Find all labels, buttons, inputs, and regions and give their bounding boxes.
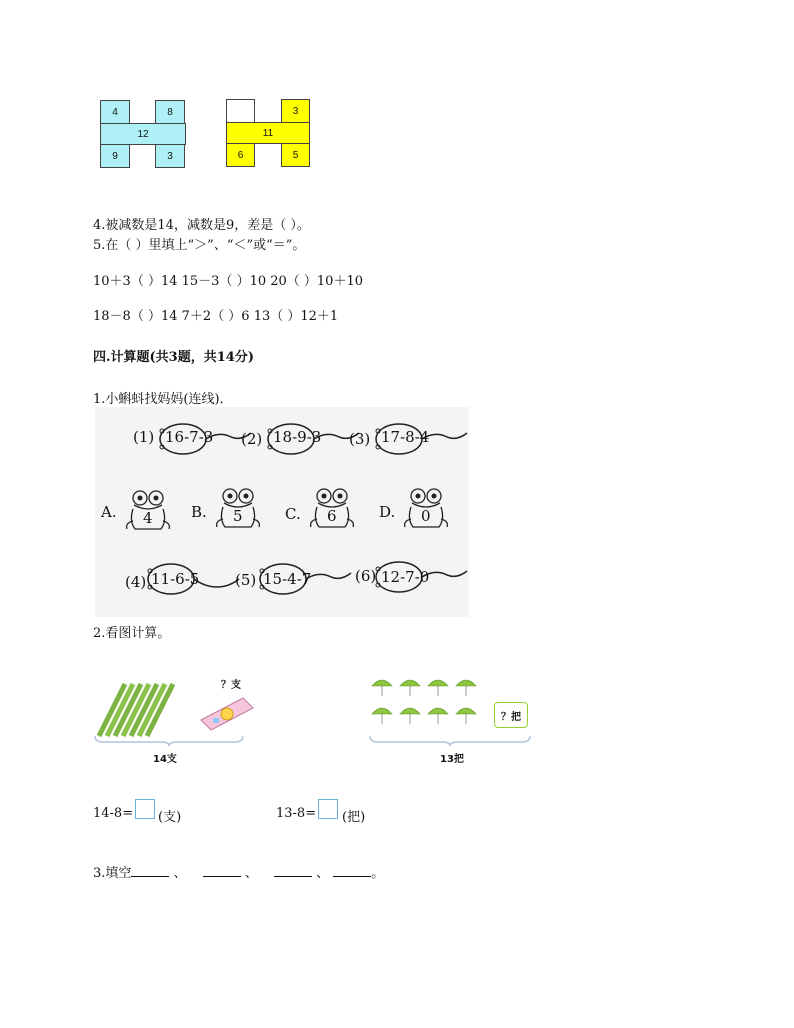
separator: 、: [173, 866, 187, 881]
section-heading: 四.计算题(共3题，共14分): [93, 350, 254, 365]
equation-1-unit: (支): [158, 810, 182, 825]
end-mark: 。: [371, 866, 385, 881]
fill-blank[interactable]: [333, 864, 371, 877]
tadpole: [353, 559, 469, 595]
equation-2-left: 13-8=: [276, 806, 317, 821]
compare-row-1: 10＋3（ ）14 15－3（ ）10 20（ ）10＋10: [93, 274, 363, 289]
frog: [191, 487, 275, 531]
frog-label: D.: [379, 503, 396, 521]
compare-row-2: 18－8（ ）14 7＋2（ ）6 13（ ）12＋1: [93, 309, 339, 324]
puzzle-cell: 8: [155, 100, 185, 124]
umbrella-question: ？把: [501, 711, 521, 723]
frog-value: 0: [421, 507, 431, 525]
tadpole: [133, 421, 253, 457]
tadpole-label: (1): [133, 428, 155, 446]
umbrella-total: 13把: [440, 754, 464, 765]
equation-2-unit: (把): [342, 810, 366, 825]
tadpole-expression: 12-7-0: [381, 568, 430, 586]
brace-icon: [368, 734, 532, 746]
tadpole-label: (4): [125, 573, 147, 591]
frog-label: A.: [101, 503, 117, 521]
puzzle-cell: 12: [100, 123, 186, 145]
question-4: 4.被减数是14，减数是9，差是（ ）。: [93, 218, 310, 233]
equation-1-left: 14-8=: [93, 806, 134, 821]
answer-box-2[interactable]: [318, 799, 338, 819]
pencil-case-question: ？支: [221, 680, 241, 691]
tadpole-expression: 16-7-3: [165, 428, 214, 446]
puzzle-cell: 3: [281, 99, 310, 123]
brace-icon: [93, 734, 245, 746]
frog: [285, 487, 369, 531]
puzzle-cell-empty: [226, 99, 255, 123]
tadpole-expression: 18-9-3: [273, 428, 322, 446]
question-5: 5.在（ ）里填上“＞”、“＜”或“＝”。: [93, 238, 306, 253]
puzzle-cell: 5: [281, 143, 310, 167]
problem-1-title: 1.小蝌蚪找妈妈(连线)．: [93, 392, 233, 407]
answer-box-1[interactable]: [135, 799, 155, 819]
fill-blank[interactable]: [131, 864, 169, 877]
umbrella-question-box: [494, 702, 528, 728]
frog-value: 5: [233, 507, 243, 525]
tadpole: [125, 561, 245, 597]
pencil-case-icon: [197, 694, 255, 732]
puzzle-cell: 9: [100, 144, 130, 168]
tadpole-label: (3): [349, 430, 371, 448]
problem-3-title: 3.填空: [93, 866, 132, 881]
h-puzzle-cyan: [100, 100, 186, 168]
umbrellas-picture: [368, 672, 532, 767]
pencils-picture: [93, 672, 245, 767]
fill-blank[interactable]: [274, 864, 312, 877]
frog-label: B.: [191, 503, 207, 521]
tadpole-label: (2): [241, 430, 263, 448]
fill-blank[interactable]: [203, 864, 241, 877]
puzzle-cell: 11: [226, 122, 310, 144]
tadpole: [235, 561, 355, 597]
tadpole-expression: 15-4-7: [263, 570, 312, 588]
pencils-total: 14支: [153, 754, 177, 765]
frog-value: 4: [143, 509, 153, 527]
umbrellas-icon: [370, 674, 482, 730]
tadpole-expression: 11-6-5: [151, 570, 200, 588]
tadpole-frog-picture: [95, 407, 469, 617]
puzzle-cell: 3: [155, 144, 185, 168]
puzzle-cell: 4: [100, 100, 130, 124]
problem-2-title: 2.看图计算。: [93, 626, 171, 641]
tadpole: [241, 421, 361, 457]
frog-label: C.: [285, 505, 301, 523]
problem-3: [93, 862, 384, 881]
h-puzzle-yellow: [226, 99, 310, 167]
tadpole-label: (6): [355, 567, 377, 585]
tadpole-label: (5): [235, 571, 257, 589]
frog: [379, 487, 463, 531]
puzzle-cell: 6: [226, 143, 255, 167]
separator: 、: [244, 866, 258, 881]
separator: 、: [316, 866, 330, 881]
tadpole-expression: 17-8-4: [381, 428, 430, 446]
pencils-icon: [95, 682, 175, 740]
tadpole: [349, 421, 469, 457]
frog-value: 6: [327, 507, 337, 525]
frog: [101, 489, 185, 533]
